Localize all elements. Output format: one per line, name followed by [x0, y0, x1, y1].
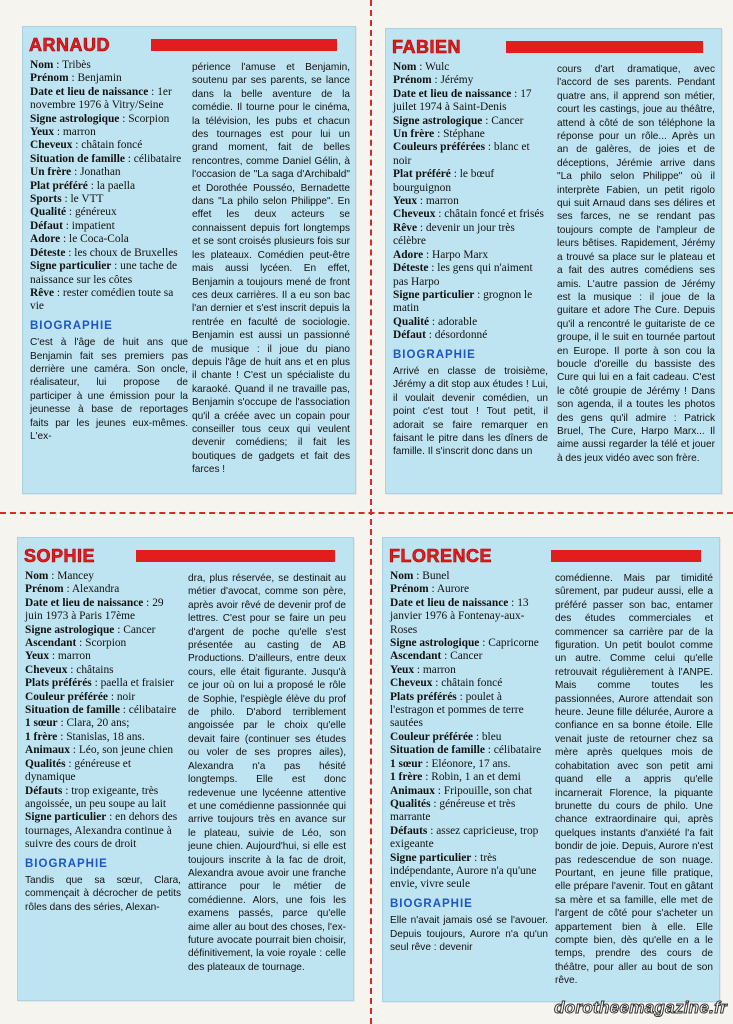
fact-value: : bleu [472, 730, 502, 743]
fact-value: : devenir un jour très célèbre [393, 221, 515, 248]
facts-column [25, 570, 181, 914]
fact-value: : châtains [67, 663, 114, 676]
fact-label: Couleur préférée [25, 690, 108, 703]
fact-value: : généreuse et très marrante [390, 797, 516, 824]
fact-field [390, 650, 548, 663]
fact-field [30, 72, 188, 85]
fact-value: : Mancey [48, 570, 94, 582]
fact-field [393, 141, 548, 168]
fact-value: : Bunel [413, 570, 450, 582]
fact-field [25, 785, 181, 812]
fact-label: Plats préférés [25, 677, 92, 690]
facts-column [30, 59, 188, 443]
fact-field [393, 88, 548, 115]
biography-text-start: Tandis que sa sœur, Clara, commençait à décrocher de petits rôles dans des séries, Alexan- [25, 874, 181, 913]
fact-value: : Tribès [53, 59, 91, 71]
fact-field [25, 758, 181, 785]
fact-value: : les choux de Bruxelles [65, 246, 178, 259]
fact-label: Un frère [30, 166, 72, 179]
fact-field [30, 113, 188, 126]
fact-value: : célibataire [484, 744, 542, 757]
fact-field [393, 289, 548, 316]
fact-value: : adorable [429, 315, 478, 328]
fact-value: : Cancer [441, 650, 483, 663]
fact-value: : une tache de naissance sur les côtes [30, 260, 178, 286]
fact-field [30, 233, 188, 246]
fact-value: : Scorpion [76, 637, 127, 650]
fact-label: Qualité [30, 206, 67, 219]
fact-field [30, 180, 188, 193]
fact-label: Rêve [393, 221, 418, 234]
fact-field [25, 744, 181, 757]
fact-field [25, 717, 181, 730]
fact-label: Qualités [390, 797, 431, 810]
fact-label: Yeux [30, 126, 55, 139]
fact-value: : 13 janvier 1976 à Fontenay-aux-Roses [390, 596, 529, 636]
fact-label: Déteste [393, 262, 429, 275]
fact-label: Plat préféré [393, 168, 451, 181]
fact-value: : châtain foncé [432, 677, 503, 690]
fact-value: : grognon le matin [393, 288, 533, 315]
fact-value: : trop exigeante, très angoissée, un peu soupe au lait [25, 784, 167, 810]
fact-field [30, 247, 188, 260]
vertical-cut-line [370, 0, 372, 1024]
facts-list [393, 61, 548, 343]
fact-field [25, 731, 181, 744]
fact-field [393, 128, 548, 141]
fact-field [25, 664, 181, 677]
fact-field [390, 731, 548, 744]
fact-label: Signe particulier [25, 811, 107, 824]
card-title-bar [24, 545, 335, 567]
biography-text-start: Elle n'avait jamais osé se l'avouer. Depuis toujours, Aurore n'a qu'un seul rêve : devenir [390, 915, 548, 953]
fact-field [390, 691, 548, 731]
fact-label: Cheveux [25, 663, 68, 676]
fact-label: Signe astrologique [393, 114, 483, 127]
fact-label: Un frère [393, 128, 435, 141]
fact-value: : Cancer [482, 114, 524, 127]
fact-label: Plats préférés [390, 690, 457, 703]
fact-field [390, 583, 548, 596]
fact-label: Défaut [393, 329, 426, 342]
fact-field [393, 222, 548, 249]
fact-value: : le Coca-Cola [60, 233, 129, 246]
fact-label: Date et lieu de naissance [30, 85, 149, 98]
fact-value: : célibataire [124, 152, 182, 165]
fact-field [25, 677, 181, 690]
fact-value: : Harpo Marx [423, 248, 489, 261]
fact-label: 1 sœur [25, 717, 58, 730]
fact-value: : marron [54, 126, 96, 139]
fact-label: Prénom [390, 583, 429, 596]
fact-label: 1 frère [390, 771, 423, 784]
fact-value: : châtain foncé et frisés [435, 208, 544, 221]
fact-field [30, 139, 188, 152]
fact-label: Date et lieu de naissance [393, 87, 512, 100]
facts-list [25, 570, 181, 852]
fact-label: 1 sœur [390, 757, 423, 770]
facts-column [393, 61, 548, 459]
card-title-bar [392, 36, 703, 58]
fact-field [393, 329, 548, 342]
fact-label: Cheveux [390, 677, 433, 690]
fact-label: Déteste [30, 246, 66, 259]
fact-value: : Eléonore, 17 ans. [422, 757, 511, 770]
fact-field [25, 637, 181, 650]
card-florence [382, 537, 720, 1002]
title-red-bar [151, 39, 337, 51]
fact-label: Adore [30, 233, 61, 246]
fact-field [25, 583, 181, 596]
fact-field [393, 115, 548, 128]
fact-field [390, 664, 548, 677]
fact-value: : Capricorne [479, 637, 539, 650]
fact-label: Prénom [30, 72, 69, 85]
fact-field [25, 811, 181, 851]
fact-label: Cheveux [30, 139, 73, 152]
fact-label: Qualité [393, 315, 430, 328]
fact-label: Yeux [390, 663, 415, 676]
fact-label: Situation de famille [30, 152, 125, 165]
fact-label: Qualités [25, 757, 66, 770]
fact-value: : Scorpion [119, 112, 170, 125]
fact-field [390, 637, 548, 650]
biography-text-continued: comédienne. Mais par timidité sûrement, par pudeur aussi, elle a préféré passer son bac, entamer des études commerciales et commencer sa carrière par de la figuration. Un petit boulot comme un autre. Comme celui qu'elle retrouvait régulièrement à l'ANPE. Mais comme toutes les passionnées, Aurore attendait son heure. Jeune fille délurée, Aurore a confiance en sa bonne étoile. Elle venait juste de retourner chez sa mère après quelques mois de cohabitation avec son petit ami quand elle a appris qu'elle incarnerait Florence, la piquante brunette du cours de philo. Une chance extraordinaire qui, après quelques instants d'anxiété l'a fait bondir de joie. Depuis, Aurore n'est pas redescendue de son nuage. Pourtant, en jeune fille pratique, elle prépare l'avenir. Tout en gâtant sa mère et sa famille, elle met de l'argent de côté pour s'acheter un appartement bien à elle. Elle compte bien, dès qu'elle en a le temps, prendre des cours de théâtre, pour aller au bout de son rêve. [555, 573, 713, 987]
fact-value: : 29 juin 1973 à Paris 17ème [25, 596, 164, 623]
fact-field [390, 771, 548, 784]
fact-field [30, 86, 188, 113]
fact-label: Signe astrologique [30, 112, 120, 125]
fact-value: : en dehors des tournages, Alexandra continue à suivre des cours de droit [25, 811, 178, 851]
fact-label: Défauts [390, 824, 428, 837]
fact-field [390, 570, 548, 583]
biography-text-continued: dra, plus réservée, se destinait au métier d'avocat, comme son père, après avoir rêvé de devenir prof de lettres. C'est pour se faire un peu d'argent de poche qu'elle s'est présentée au casting de AB Productions. D'ailleurs, entre deux cours, elle était figurante. Jusqu'à ce jour où on lui a proposé le rôle de Sophie, l'espiègle élève du prof de philo. D'abord terriblement angoissée par le choix qu'elle devait faire (continuer ses études ou voler de ses propres ailes), Alexandra n'a pas hésité longtemps. Elle est donc redevenue une lycéenne attentive et une comédienne passionnée qui arrive toujours très en avance sur le plateau, suivie de Léo, son jeune chien. Aujourd'hui, si elle est toujours inscrite à la fac de droit, Alexandra avoue avoir une franche attirance pour le métier de comédienne. Alors, une fois les examens passés, parce qu'elle aime aller au bout des choses, l'ex-future avocate pourrait bien choisir, définitivement, la voie royale : celle des plateaux de tournage. [188, 573, 346, 973]
character-name: ARNAUD [29, 35, 110, 55]
fact-value: : le bœuf bourguignon [393, 168, 495, 194]
fact-value: : marron [417, 195, 459, 208]
fact-label: Défauts [25, 784, 63, 797]
fact-label: Couleurs préférées [393, 141, 486, 154]
fact-value: : le VTT [61, 193, 104, 206]
fact-field [393, 61, 548, 74]
fact-value: : blanc et noir [393, 141, 530, 167]
site-watermark: dorotheemagazine.fr [554, 998, 727, 1017]
fact-label: Nom [25, 570, 49, 582]
title-red-bar [551, 550, 701, 562]
fact-label: Ascendant [25, 637, 77, 650]
fact-value: : Léo, son jeune chien [69, 744, 174, 757]
fact-field [390, 597, 548, 637]
fact-field [390, 852, 548, 892]
fact-value: : Cancer [114, 623, 156, 636]
fact-label: Prénom [393, 74, 432, 87]
biography-text-continued: cours d'art dramatique, avec l'accord de ses parents. Pendant quatre ans, il apprend son métier, court les castings, joue au théâtre, attend à côté de son téléphone la réponse pour un rôle... Après un an de galères, de joies et de déceptions, Jérémie arrive dans "La philo selon Philippe" où il interprète Fabien, un petit rigolo qui suit Arnaud dans ses délires et ses farces, ne se rendant pas toujours compte de l'ampleur de leurs bêtises. Rapidement, Jérémy a trouvé sa place sur le plateau et a fait des autres comédiens ses amis. L'autre passion de Jérémy est la musique : il joue de la guitare et adore The Cure. Depuis qu'il a rencontré le guitariste de ce groupe, il le suit en tournée partout en Europe. Il porte à son cou la boucle d'oreille du bassiste des Cure qui lui en a fait cadeau. C'est le côté groupie de Jérémy ! Dans son agenda, il a toutes les photos des gens qu'il admire : Patrick Bruel, The Cure, Harpo Marx... Il aime aussi regarder la télé et jouer à des jeux vidéo avec son frère. [557, 64, 715, 464]
fact-label: Situation de famille [25, 704, 120, 717]
fact-field [30, 260, 188, 287]
fact-label: Adore [393, 248, 424, 261]
fact-field [390, 744, 548, 757]
biography-text-start: C'est à l'âge de huit ans que Benjamin fait ses premiers pas derrière une caméra. Son oncle, réalisateur, lui propose de participer à une émission pour la jeunesse à base de reportages faits par les jeunes eux-mêmes. L'ex- [30, 337, 188, 442]
facts-list [390, 570, 548, 892]
fact-value: : Jonathan [71, 166, 121, 179]
fact-value: : assez capricieuse, trop exigeante [390, 824, 539, 851]
fact-field [393, 208, 548, 221]
fact-field [30, 206, 188, 219]
fact-field [30, 193, 188, 206]
fact-value: : marron [49, 650, 91, 663]
fact-label: Animaux [25, 744, 70, 757]
fact-value: : Alexandra [63, 583, 120, 596]
fact-field [30, 126, 188, 139]
character-name: SOPHIE [24, 546, 96, 566]
fact-field [25, 704, 181, 717]
fact-label: Signe particulier [30, 260, 112, 273]
fact-label: Nom [393, 61, 417, 73]
fact-value: : désordonné [425, 329, 488, 342]
fact-value: : châtain foncé [72, 139, 143, 152]
fact-label: Signe astrologique [25, 623, 115, 636]
fact-value: : Clara, 20 ans; [57, 717, 130, 730]
card-fabien [385, 28, 722, 494]
fact-label: 1 frère [25, 730, 58, 743]
fact-field [30, 287, 188, 314]
fact-label: Couleur préférée [390, 730, 473, 743]
fact-label: Yeux [393, 195, 418, 208]
fact-field [30, 59, 188, 72]
fact-value: : Robin, 1 an et demi [422, 771, 521, 784]
fact-value: : Benjamin [68, 72, 122, 85]
fact-field [25, 650, 181, 663]
fact-value: : célibataire [119, 704, 177, 717]
fact-value: : poulet à l'estragon et pommes de terre sautées [390, 690, 524, 730]
fact-label: Date et lieu de naissance [25, 596, 144, 609]
fact-value: : impatient [62, 219, 115, 232]
biography-heading: BIOGRAPHIE [390, 897, 473, 910]
fact-value: : marron [414, 663, 456, 676]
biography-heading: BIOGRAPHIE [393, 348, 476, 361]
fact-label: Yeux [25, 650, 50, 663]
fact-field [25, 691, 181, 704]
fact-label: Date et lieu de naissance [390, 596, 509, 609]
biography-heading: BIOGRAPHIE [30, 319, 113, 332]
fact-value: : généreux [66, 206, 117, 219]
fact-value: : la paella [87, 179, 135, 192]
fact-value: : 17 juilet 1974 à Saint-Denis [393, 87, 532, 114]
character-name: FLORENCE [389, 546, 492, 566]
fact-value: : paella et fraisier [91, 677, 174, 690]
biography-text-start: Arrivé en classe de troisième, Jérémy a dit stop aux études ! Lui, il voulait devenir comédien, un point c'est tout ! Tout petit, il adorait se faire remarquer en faisant le pitre dans les dîners de famille. Il s'inscrit donc dans un [393, 365, 548, 458]
fact-field [25, 570, 181, 583]
fact-label: Signe particulier [390, 851, 472, 864]
fact-label: Nom [390, 570, 414, 582]
title-red-bar [136, 550, 335, 562]
fact-field [393, 262, 548, 289]
biography-heading: BIOGRAPHIE [25, 857, 108, 870]
fact-label: Prénom [25, 583, 64, 596]
fact-value: : les gens qui n'aiment pas Harpo [393, 262, 533, 288]
horizontal-cut-line [0, 512, 733, 514]
fact-value: : Wulc [416, 61, 450, 73]
fact-field [393, 195, 548, 208]
fact-field [390, 798, 548, 825]
fact-value: : Fripouille, son chat [434, 784, 533, 797]
fact-label: Signe astrologique [390, 637, 480, 650]
fact-label: Situation de famille [390, 744, 485, 757]
card-arnaud [22, 26, 356, 494]
fact-label: Cheveux [393, 208, 436, 221]
fact-field [30, 166, 188, 179]
fact-field [390, 677, 548, 690]
fact-field [393, 168, 548, 195]
fact-field [30, 153, 188, 166]
fact-field [390, 825, 548, 852]
fact-field [390, 785, 548, 798]
fact-value: : Stéphane [434, 128, 485, 141]
title-red-bar [506, 41, 703, 53]
fact-label: Ascendant [390, 650, 442, 663]
fact-label: Rêve [30, 286, 55, 299]
fact-label: Défaut [30, 219, 63, 232]
fact-label: Nom [30, 59, 54, 71]
fact-value: : généreuse et dynamique [25, 757, 131, 784]
fact-field [390, 758, 548, 771]
fact-value: : Stanislas, 18 ans. [57, 730, 145, 743]
fact-label: Signe particulier [393, 288, 475, 301]
fact-label: Sports [30, 193, 62, 206]
fact-field [30, 220, 188, 233]
fact-label: Animaux [390, 784, 435, 797]
fact-value: : Jérémy [431, 74, 474, 87]
card-title-bar [29, 34, 337, 56]
card-title-bar [389, 545, 701, 567]
fact-value: : Aurore [428, 583, 470, 596]
fact-label: Plat préféré [30, 179, 88, 192]
fact-field [25, 624, 181, 637]
fact-field [393, 249, 548, 262]
character-name: FABIEN [392, 37, 462, 57]
fact-field [25, 597, 181, 624]
fact-field [393, 74, 548, 87]
fact-value: : très indépendante, Aurore n'a qu'une envie, vivre seule [390, 851, 537, 891]
fact-value: : rester comédien toute sa vie [30, 286, 174, 313]
fact-value: : noir [107, 690, 136, 703]
biography-text-continued: périence l'amuse et Benjamin, soutenu par ses parents, se lance dans la belle aventure de la comédie. Il tourne pour le cinéma, la télévision, les pubs et chacun des tournages est pour lui un grand moment, fait de belles rencontres, comme Daniel Gélin, à l'occasion de "La saga d'Archibald" et Dorothée Pousséo, Bernadette dans "La philo selon Philippe". En effet les deux acteurs se connaissent depuis fort longtemps et se sont croisés plusieurs fois sur les plateaux. Comédien peut-être mais aussi lycéen. En effet, Benjamin a toujours mené de front ces deux carrières. Il a eu son bac l'an dernier et s'est inscrit depuis la rentrée en faculté de sociologie. Benjamin est aussi un passionné de musique : il joue du piano depuis l'âge de huit ans et en plus il chante ! C'est un spécialiste du karaoké. Quand il ne travaille pas, Benjamin s'occupe de l'association qu'il a créée avec un copain pour conseiller tous ceux qui veulent devenir comédiens; il fait les boutiques de gadgets et fait des farces ! [192, 62, 350, 476]
facts-column [390, 570, 548, 954]
fact-field [393, 316, 548, 329]
facts-list [30, 59, 188, 314]
card-sophie [17, 537, 354, 1001]
fact-value: : 1er novembre 1976 à Vitry/Seine [30, 85, 172, 112]
